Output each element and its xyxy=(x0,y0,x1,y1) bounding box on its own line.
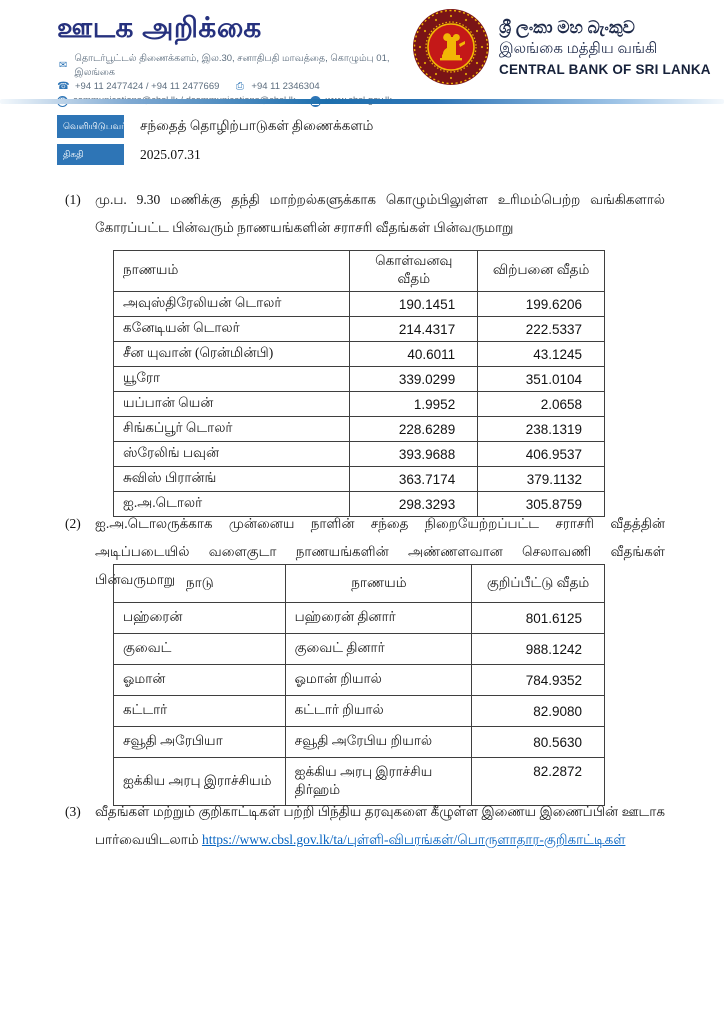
col-header-currency: நாணயம் xyxy=(285,565,472,603)
paragraph-1-text: மு.ப. 9.30 மணிக்கு தந்தி மாற்றல்களுக்காக கொழும்பிலுள்ள உரிமம்பெற்ற வங்கிகளால் கோரப்பட்ட பின்வரும் நாணயங்களின் சராசரி வீதங்கள் பின்வருமாறு xyxy=(95,192,665,235)
buy-rate: 298.3293 xyxy=(350,492,478,517)
currency-name: ஸ்ரேலிங் பவுன் xyxy=(114,442,350,467)
currency-name: கனேடியன் டொலர் xyxy=(114,317,350,342)
currency-name: யப்பான் யென் xyxy=(114,392,350,417)
col-header-buy-rate: கொள்வனவு வீதம் xyxy=(350,251,478,292)
currency-name: சீன யுவான் (ரென்மின்பி) xyxy=(114,342,350,367)
buy-rate: 393.9688 xyxy=(350,442,478,467)
bank-name-sinhala: ශ්‍රී ලංකා මහ බැංකුව xyxy=(499,18,635,37)
country-name: கட்டார் xyxy=(114,696,286,727)
date-row xyxy=(57,144,667,165)
country-name: ஐக்கிய அரபு இராச்சியம் xyxy=(114,758,286,806)
buy-rate: 339.0299 xyxy=(350,367,478,392)
cbsl-seal-logo xyxy=(412,8,490,86)
buy-rate: 228.6289 xyxy=(350,417,478,442)
table-header-row xyxy=(114,251,605,292)
letterhead xyxy=(0,0,724,99)
table-row xyxy=(114,727,605,758)
buy-rate: 1.9952 xyxy=(350,392,478,417)
header-divider-rule xyxy=(0,99,724,104)
currency-name: சிங்கப்பூர் டொலர் xyxy=(114,417,350,442)
table-row xyxy=(114,367,605,392)
phone-line xyxy=(57,80,417,94)
table-header-row xyxy=(114,565,605,603)
currency-name: அவுஸ்திரேலியன் டொலர் xyxy=(114,292,350,317)
sell-rate: 199.6206 xyxy=(478,292,605,317)
table-row xyxy=(114,467,605,492)
paragraph-2-text: ஐ.அ.டொலருக்காக முன்னைய நாளின் சந்தை நிறையேற்றப்பட்ட சராசரி வீதத்தின் அடிப்படையில் வளைகுடா நாணயங்களின் அண்ணளவான செலாவணி வீதங்கள் பின்வருமாறு xyxy=(95,516,665,587)
fax-icon: ⎙ xyxy=(235,81,244,92)
col-header-indicative-rate: குறிப்பீட்டு வீதம் xyxy=(472,565,605,603)
statistics-page-link[interactable]: https://www.cbsl.gov.lk/ta/புள்ளி-விபரங்கள்/பொருளாதார-குறிகாட்டிகள் xyxy=(201,832,626,847)
col-header-currency: நாணயம் xyxy=(114,251,350,292)
table-row xyxy=(114,342,605,367)
buy-rate: 363.7174 xyxy=(350,467,478,492)
indicative-rate: 80.5630 xyxy=(472,727,605,758)
table-row xyxy=(114,292,605,317)
phone-icon: ☎ xyxy=(57,81,70,92)
currency-name: ஐ.அ.டொலர் xyxy=(114,492,350,517)
sell-rate: 43.1245 xyxy=(478,342,605,367)
paragraph-3-text xyxy=(65,798,665,854)
fax-number: +94 11 2346304 xyxy=(251,81,320,92)
indicative-rate: 988.1242 xyxy=(472,634,605,665)
bank-name-block xyxy=(499,17,714,80)
date-label-badge: திகதி xyxy=(57,144,124,165)
paragraph-1 xyxy=(65,186,665,242)
country-name: ஓமான் xyxy=(114,665,286,696)
indicative-rate: 82.2872 xyxy=(472,758,605,806)
phone-numbers: +94 11 2477424 / +94 11 2477669 xyxy=(75,81,220,92)
envelope-icon: ✉ xyxy=(59,60,68,71)
table-row xyxy=(114,603,605,634)
paragraph-3-number: (3) xyxy=(65,804,81,819)
table-row xyxy=(114,696,605,727)
bank-name-tamil: இலங்கை மத்திய வங்கி xyxy=(499,41,658,57)
currency-name: சவூதி அரேபிய றியால் xyxy=(285,727,472,758)
country-name: பஹ்ரைன் xyxy=(114,603,286,634)
paragraph-1-number: (1) xyxy=(65,192,81,207)
country-name: குவைட் xyxy=(114,634,286,665)
currency-name: சுவிஸ் பிரான்ங் xyxy=(114,467,350,492)
date-value: 2025.07.31 xyxy=(140,146,201,162)
sell-rate: 351.0104 xyxy=(478,367,605,392)
sell-rate: 222.5337 xyxy=(478,317,605,342)
paragraph-3 xyxy=(65,798,665,854)
bank-name-english: CENTRAL BANK OF SRI LANKA xyxy=(499,62,711,77)
sell-rate: 406.9537 xyxy=(478,442,605,467)
issuer-value: சந்தைத் தொழிற்பாடுகள் திணைக்களம் xyxy=(140,117,374,133)
issuer-label-badge: வெளியிடுபவர் xyxy=(57,115,124,138)
country-name: சவூதி அரேபியா xyxy=(114,727,286,758)
currency-name: ஓமான் றியால் xyxy=(285,665,472,696)
buy-rate: 214.4317 xyxy=(350,317,478,342)
indicative-rate: 801.6125 xyxy=(472,603,605,634)
sell-rate: 379.1132 xyxy=(478,467,605,492)
indicative-rate: 784.9352 xyxy=(472,665,605,696)
exchange-rates-table xyxy=(113,250,605,517)
currency-name: பஹ்ரைன் தினார் xyxy=(285,603,472,634)
buy-rate: 40.6011 xyxy=(350,342,478,367)
address-line xyxy=(57,52,417,80)
buy-rate: 190.1451 xyxy=(350,292,478,317)
currency-name: குவைட் தினார் xyxy=(285,634,472,665)
release-meta xyxy=(57,115,667,171)
press-release-title: ஊடக அறிக்கை xyxy=(57,12,262,43)
currency-name: ஐக்கிய அரபு இராச்சிய திர்ஹம் xyxy=(285,758,472,806)
currency-name: யூரோ xyxy=(114,367,350,392)
gulf-currencies-table xyxy=(113,564,605,806)
table-row xyxy=(114,442,605,467)
sell-rate: 238.1319 xyxy=(478,417,605,442)
currency-name: கட்டார் றியால் xyxy=(285,696,472,727)
paragraph-3-lead: வீதங்கள் மற்றும் குறிகாட்டிகள் பற்றி பிந்திய தரவுகளை கீழுள்ள இணைய இணைப்பின் ஊடாக பார்வையிடலாம் xyxy=(95,804,665,847)
cbsl-seal-svg xyxy=(412,8,490,86)
col-header-country: நாடு xyxy=(114,565,286,603)
table-row xyxy=(114,634,605,665)
table-row xyxy=(114,417,605,442)
indicative-rate: 82.9080 xyxy=(472,696,605,727)
issuer-row xyxy=(57,115,667,138)
sell-rate: 305.8759 xyxy=(478,492,605,517)
table-row xyxy=(114,665,605,696)
table-row xyxy=(114,392,605,417)
table-row xyxy=(114,317,605,342)
address-text: தொடர்பூட்டல் திணைக்களம், இல.30, சனாதிபதி மாவத்தை, கொழும்பு 01, இலங்கை xyxy=(74,53,390,78)
paragraph-2-number: (2) xyxy=(65,516,81,531)
sell-rate: 2.0658 xyxy=(478,392,605,417)
col-header-sell-rate: விற்பனை வீதம் xyxy=(478,251,605,292)
